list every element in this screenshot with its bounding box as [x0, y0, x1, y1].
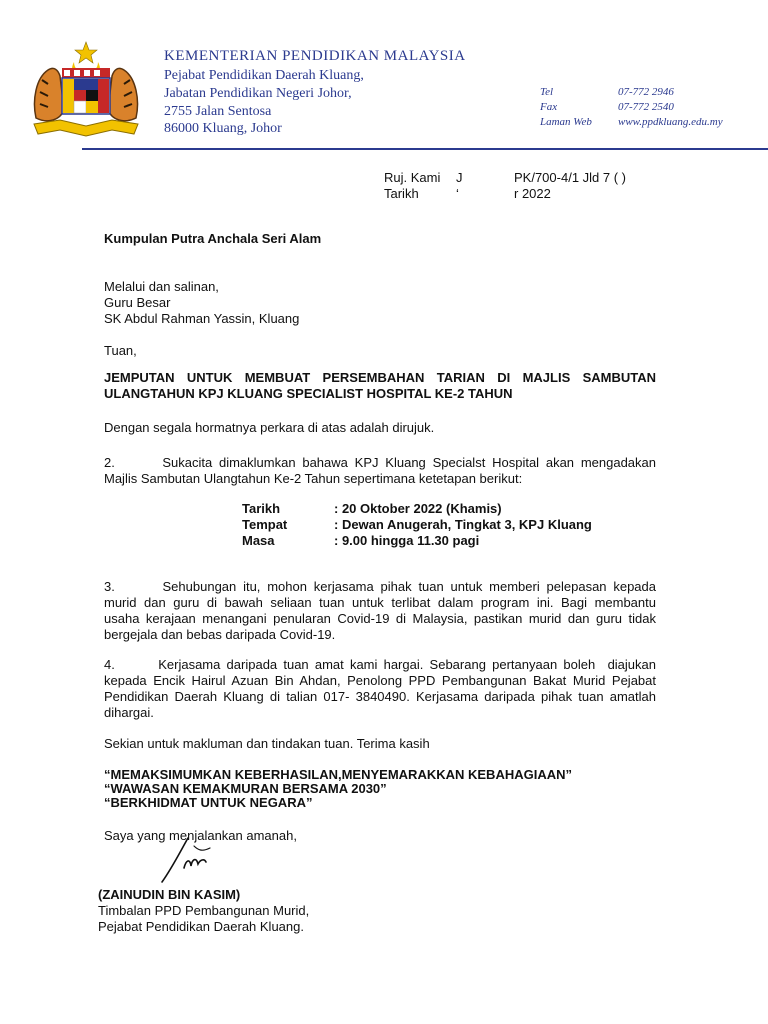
paragraph-2-line-1: 2. Sukacita dimaklumkan bahawa KPJ Kluang Specialst Hospital akan mengadakan [104, 455, 656, 470]
tarikh-fragment: ‘ [456, 186, 459, 201]
slogan-3: “BERKHIDMAT UNTUK NEGARA” [104, 795, 313, 810]
paragraph-4-line-1: 4. Kerjasama daripada tuan amat kami hargai. Sebarang pertanyaan boleh diajukan [104, 657, 656, 672]
signatory-name: (ZAINUDIN BIN KASIM) [98, 887, 241, 902]
paragraph-4-line-2: kepada Encik Hairul Azuan Bin Ahdan, Penolong PPD Pembangunan Bakat Murid Pejabat [104, 673, 656, 688]
letterhead-divider [82, 148, 768, 150]
address-line-3: 2755 Jalan Sentosa [164, 104, 272, 119]
signatory-title: Timbalan PPD Pembangunan Murid, [98, 903, 310, 918]
tarikh-value: r 2022 [514, 186, 551, 201]
paragraph-4-line-3: Pendidikan Daerah Kluang di talian 017- 3840490. Kerjasama daripada pihak tuan amatlah [104, 689, 656, 704]
paragraph-3-line-4: bergejala dan bebas daripada Covid-19. [104, 627, 336, 642]
via-line-3: SK Abdul Rahman Yassin, Kluang [104, 311, 300, 326]
schedule-time-value: : 9.00 hingga 11.30 pagi [334, 533, 480, 548]
address-line-2: Jabatan Pendidikan Negeri Johor, [164, 86, 352, 101]
schedule-venue-value: : Dewan Anugerah, Tingkat 3, KPJ Kluang [334, 517, 592, 532]
via-line-2: Guru Besar [104, 295, 171, 310]
subject-line-2: ULANGTAHUN KPJ KLUANG SPECIALIST HOSPITAL KE-2 TAHUN [104, 386, 513, 401]
web-label: Laman Web [540, 116, 592, 128]
fax-value: 07-772 2540 [618, 101, 674, 113]
address-line-1: Pejabat Pendidikan Daerah Kluang, [164, 68, 364, 83]
signatory-office: Pejabat Pendidikan Daerah Kluang. [98, 919, 304, 934]
ruj-fragment: J [456, 170, 463, 185]
schedule-time-label: Masa [242, 533, 275, 548]
signature-image [158, 832, 238, 884]
paragraph-2-line-2: Majlis Sambutan Ulangtahun Ke-2 Tahun sepertimana ketetapan berikut: [104, 471, 523, 486]
via-line-1: Melalui dan salinan, [104, 279, 219, 294]
fax-label: Fax [540, 101, 558, 113]
tarikh-label: Tarikh [384, 186, 419, 201]
paragraph-4-line-4: dihargai. [104, 705, 154, 720]
paragraph-3-line-1: 3. Sehubungan itu, mohon kerjasama pihak tuan untuk memberi pelepasan kepada [104, 579, 656, 594]
tel-value: 07-772 2946 [618, 86, 674, 98]
schedule-venue-label: Tempat [242, 517, 288, 532]
paragraph-1: Dengan segala hormatnya perkara di atas adalah dirujuk. [104, 420, 435, 435]
address-line-4: 86000 Kluang, Johor [164, 121, 282, 136]
ruj-value: PK/700-4/1 Jld 7 ( ) [514, 170, 626, 185]
closing-line: Sekian untuk makluman dan tindakan tuan. Terima kasih [104, 736, 430, 751]
slogan-2: “WAWASAN KEMAKMURAN BERSAMA 2030” [104, 781, 387, 796]
schedule-date-value: : 20 Oktober 2022 (Khamis) [334, 501, 502, 516]
web-value: www.ppdkluang.edu.my [618, 116, 723, 128]
ministry-name: KEMENTERIAN PENDIDIKAN MALAYSIA [164, 48, 466, 64]
recipient: Kumpulan Putra Anchala Seri Alam [104, 231, 322, 246]
sign-intro: Saya yang menjalankan amanah, [104, 828, 297, 843]
ministry-crest-logo [30, 40, 142, 140]
paragraph-3-line-2: murid dan guru di bawah seliaan tuan untuk terlibat dalam program ini. Bagi membantu [104, 595, 656, 610]
tel-label: Tel [540, 86, 554, 98]
ruj-label: Ruj. Kami [384, 170, 441, 185]
paragraph-3-line-3: usaha kerajaan menangani penularan Covid-19 di Malaysia, pastikan murid dan guru tidak [104, 611, 656, 626]
schedule-date-label: Tarikh [242, 501, 281, 516]
subject-line-1: JEMPUTAN UNTUK MEMBUAT PERSEMBAHAN TARIAN DI MAJLIS SAMBUTAN [104, 370, 656, 385]
salutation: Tuan, [104, 343, 137, 358]
slogan-1: “MEMAKSIMUMKAN KEBERHASILAN,MENYEMARAKKAN KEBAHAGIAAN” [104, 767, 572, 782]
